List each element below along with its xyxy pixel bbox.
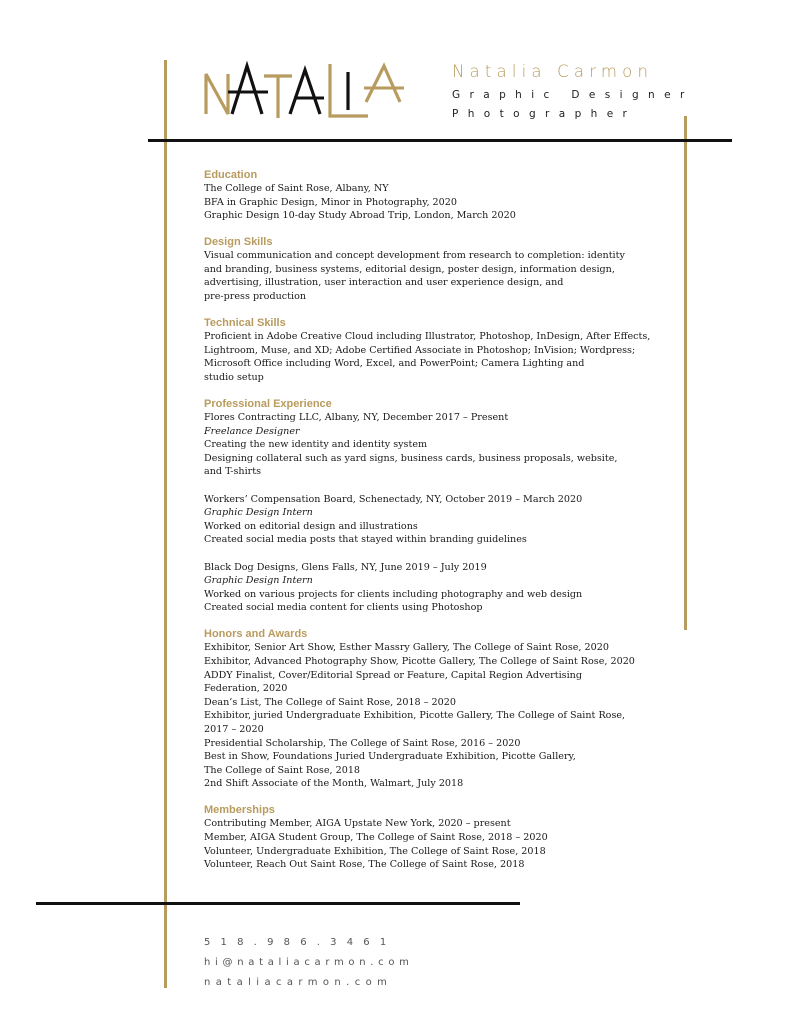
text-line: and branding, business systems, editorial design, poster design, information design, [204,263,615,275]
header-name: Natalia Carmon [452,62,654,81]
section-title: Technical Skills [204,317,286,330]
job-role: Graphic Design Intern [204,575,313,587]
experience-section [204,397,674,615]
spacer [204,547,674,561]
text-line: Creating the new identity and identity system [204,439,428,451]
text-line: The College of Saint Rose, 2018 [204,764,361,776]
text-line: Best in Show, Foundations Juried Undergraduate Exhibition, Picotte Gallery, [204,751,576,763]
header-title-designer: Graphic Designer [452,89,694,101]
job-role: Freelance Designer [204,425,300,437]
text-line: 2nd Shift Associate of the Month, Walmart, July 2018 [204,778,464,790]
text-line: Created social media content for clients using Photoshop [204,602,483,614]
section-title: Education [204,169,258,181]
text-line: Contributing Member, AIGA Upstate New York, 2020 – present [204,818,511,830]
text-line: Microsoft Office including Word, Excel, and PowerPoint; Camera Lighting and [204,358,585,370]
bottom-horizontal-rule [36,902,520,905]
text-line: Created social media posts that stayed within branding guidelines [204,534,527,546]
text-line: Worked on various projects for clients including photography and web design [204,588,583,600]
text-line: studio setup [204,371,264,383]
job-company: Flores Contracting LLC, Albany, NY, December 2017 – Present [204,412,509,424]
text-line: Worked on editorial design and illustrations [204,520,418,532]
text-line: Designing collateral such as yard signs, business cards, business proposals, website, [204,452,618,464]
section-title: Honors and Awards [204,628,308,641]
text-line: Federation, 2020 [204,683,288,695]
section-title: Memberships [204,804,275,817]
text-line: and T-shirts [204,466,262,478]
text-line: Lightroom, Muse, and XD; Adobe Certified Associate in Photoshop; InVision; Wordpress; [204,344,636,356]
right-vertical-rule [684,116,687,630]
top-horizontal-rule [148,139,732,142]
text-line: ADDY Finalist, Cover/Editorial Spread or Feature, Capital Region Advertising [204,669,582,681]
design-skills-section [204,235,674,303]
email-address[interactable]: hi@nataliacarmon.com [204,957,414,968]
natalia-logo [198,58,408,124]
section-title: Professional Experience [204,398,332,411]
text-line: Presidential Scholarship, The College of Saint Rose, 2016 – 2020 [204,737,521,749]
resume-content [204,168,674,884]
header-block [452,62,694,120]
honors-section [204,627,674,791]
job-role: Graphic Design Intern [204,507,313,519]
text-line: advertising, illustration, user interaction and user experience design, and [204,277,564,289]
text-line: The College of Saint Rose, Albany, NY [204,183,389,194]
contact-footer [204,937,414,997]
text-line: Exhibitor, Advanced Photography Show, Picotte Gallery, The College of Saint Rose, 2020 [204,656,635,668]
text-line: Exhibitor, juried Undergraduate Exhibition, Picotte Gallery, The College of Saint Rose, [204,710,626,722]
text-line: Dean’s List, The College of Saint Rose, 2018 – 2020 [204,696,456,708]
text-line: Proficient in Adobe Creative Cloud including Illustrator, Photoshop, InDesign, After Effects, [204,331,651,343]
text-line: 2017 – 2020 [204,724,264,735]
text-line: Visual communication and concept development from research to completion: identity [204,250,625,262]
phone-number: 518.986.3461 [204,937,397,948]
text-line: Member, AIGA Student Group, The College of Saint Rose, 2018 – 2020 [204,832,548,844]
job-company: Workers’ Compensation Board, Schenectady, NY, October 2019 – March 2020 [204,493,583,505]
text-line: pre-press production [204,291,307,303]
left-vertical-rule [164,60,167,988]
spacer [204,479,674,493]
education-section [204,168,674,223]
technical-skills-section [204,316,674,384]
text-line: Exhibitor, Senior Art Show, Esther Massry Gallery, The College of Saint Rose, 2020 [204,642,609,654]
text-line: Graphic Design 10-day Study Abroad Trip, London, March 2020 [204,210,516,222]
section-title: Design Skills [204,236,273,249]
text-line: BFA in Graphic Design, Minor in Photography, 2020 [204,196,457,208]
memberships-section [204,803,674,871]
header-title-photographer: Photographer [452,108,637,120]
website-link[interactable]: nataliacarmon.com [204,977,393,988]
job-company: Black Dog Designs, Glens Falls, NY, June 2019 – July 2019 [204,561,487,573]
text-line: Volunteer, Undergraduate Exhibition, The College of Saint Rose, 2018 [204,845,546,857]
text-line: Volunteer, Reach Out Saint Rose, The College of Saint Rose, 2018 [204,859,525,871]
